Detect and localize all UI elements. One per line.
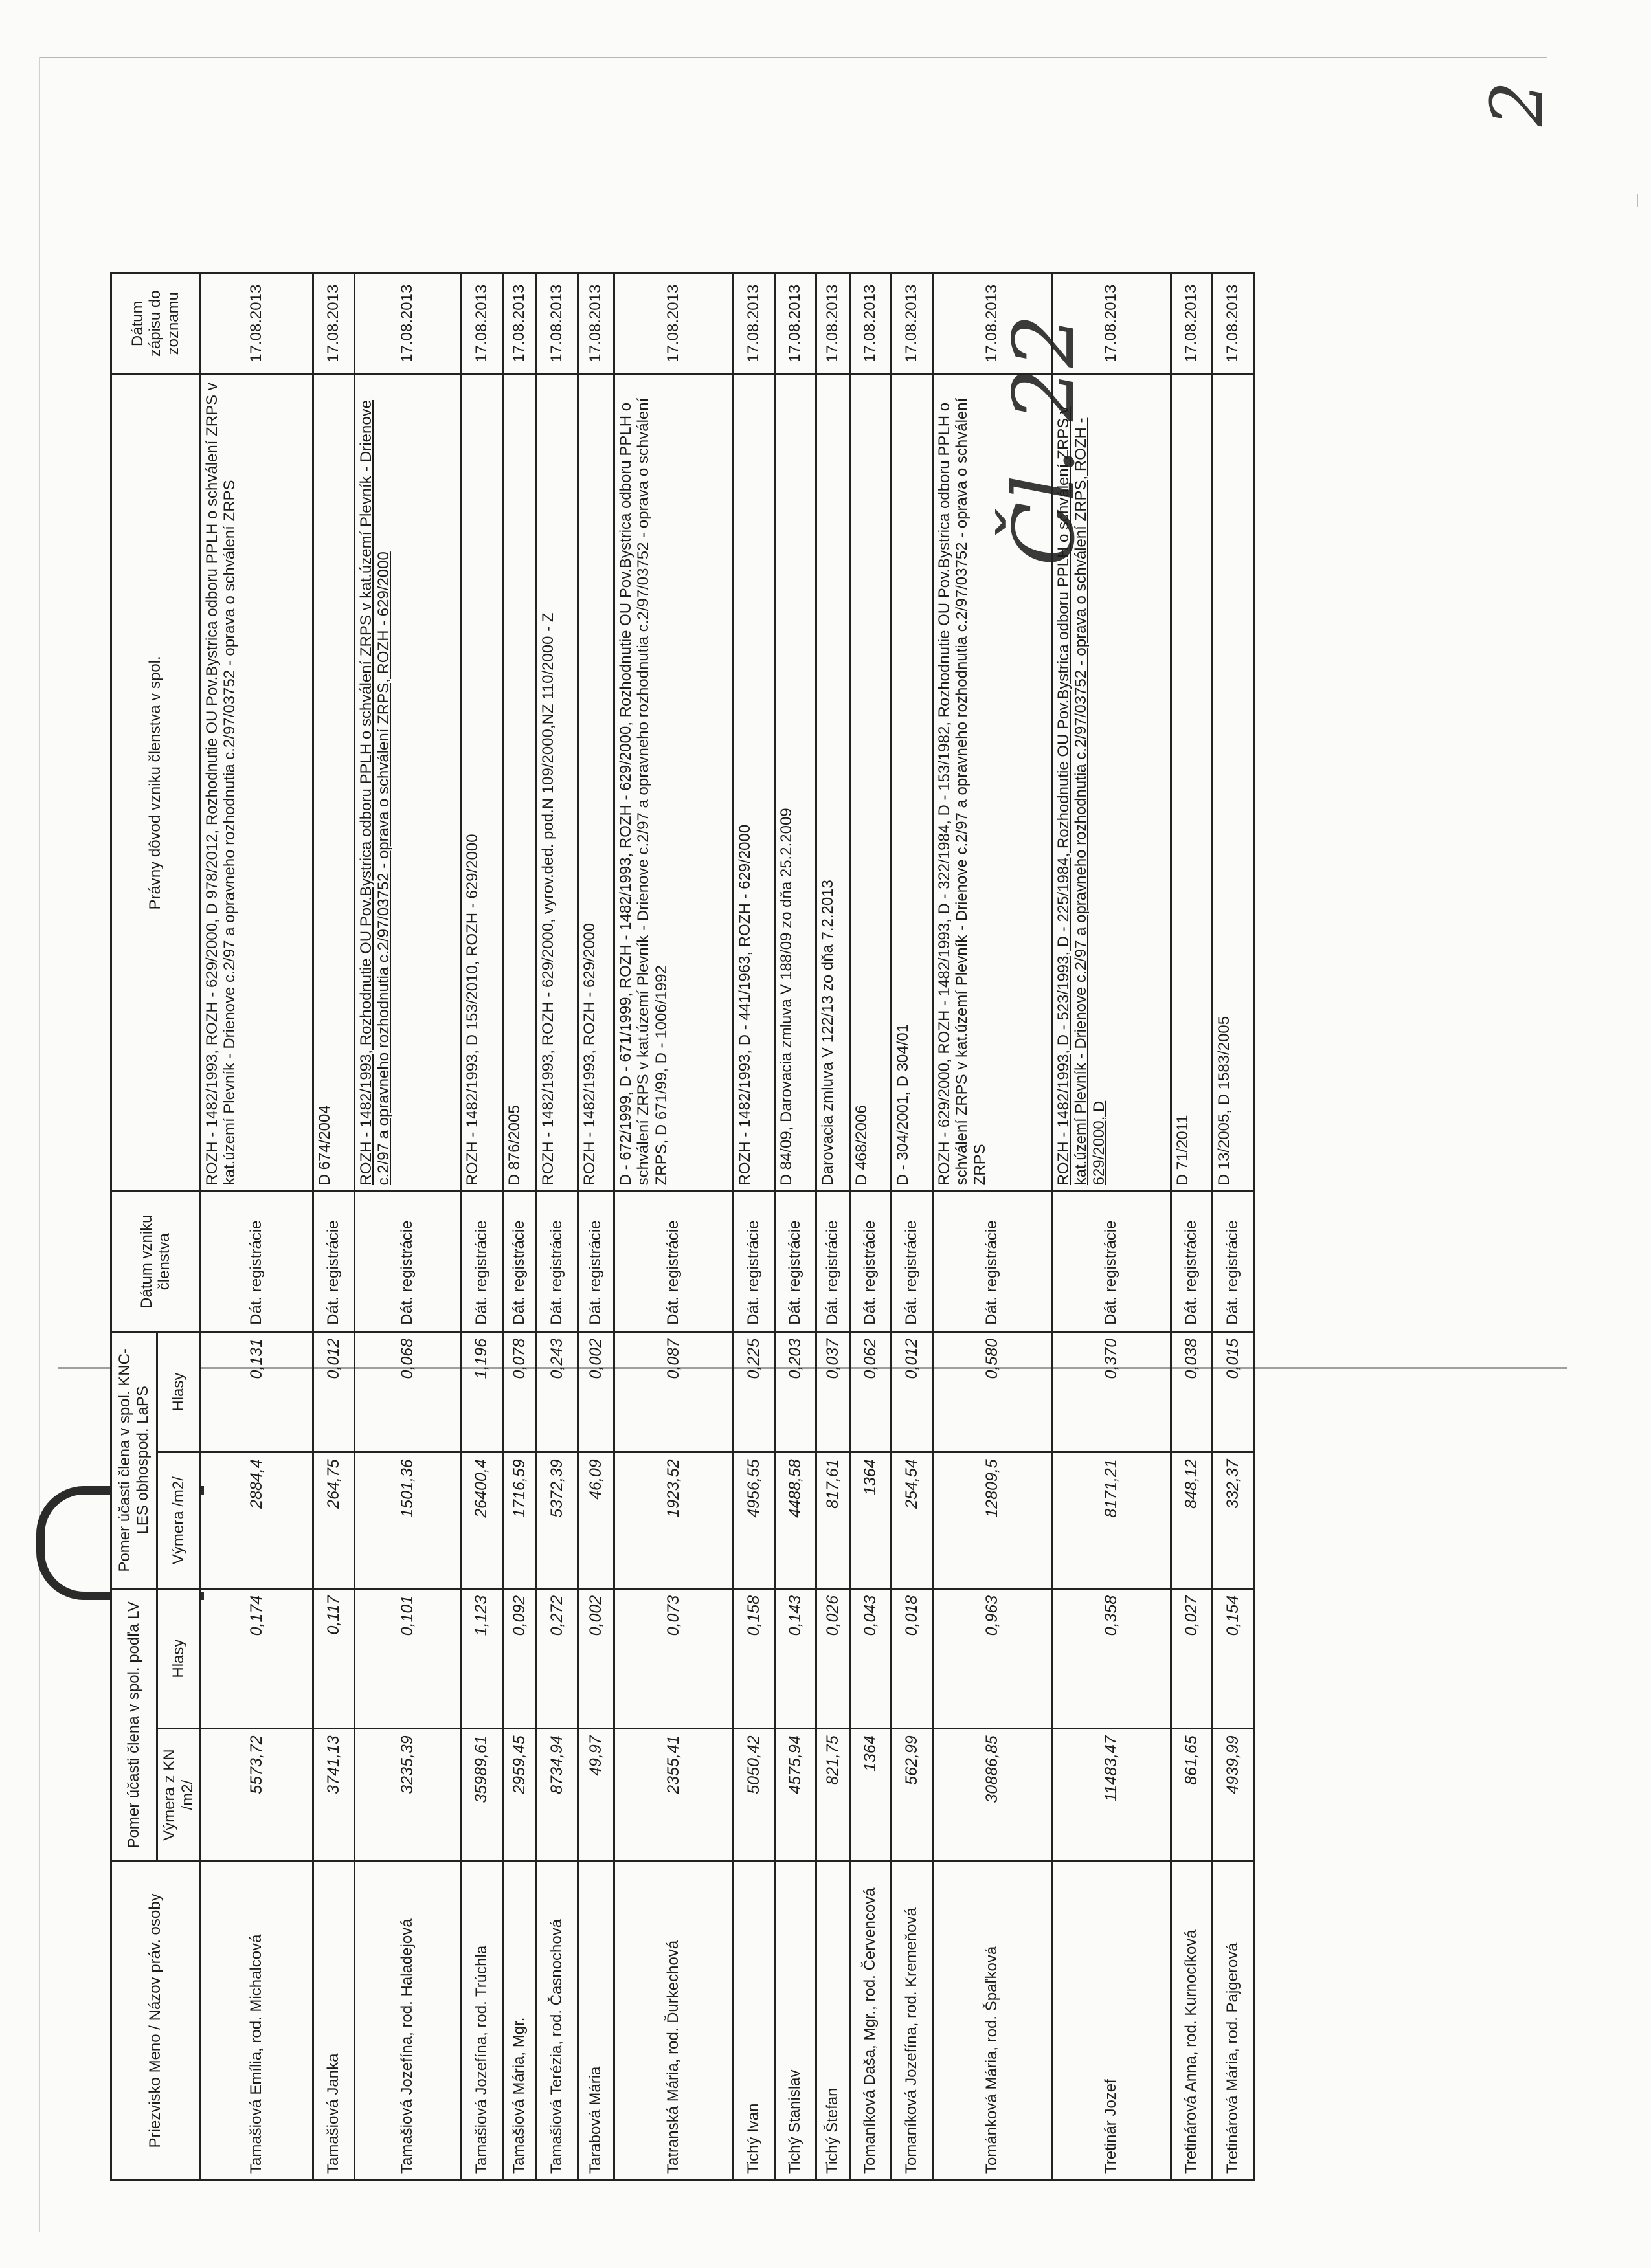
entry-date: 17.08.2013 [460, 273, 502, 374]
handwritten-page-number: 2 [1476, 81, 1558, 126]
area-knc: 254,54 [891, 1452, 932, 1588]
votes-lv: 0,043 [849, 1588, 891, 1729]
membership-start: Dát. registrácie [1171, 1192, 1212, 1332]
member-name: Tamašiová Janka [313, 1861, 354, 2180]
entry-date: 17.08.2013 [536, 273, 578, 374]
member-name: Tretinárová Mária, rod. Pajgerová [1212, 1861, 1253, 2180]
votes-lv: 0,158 [733, 1588, 774, 1729]
membership-start: Dát. registrácie [354, 1192, 460, 1332]
membership-start: Dát. registrácie [816, 1192, 849, 1332]
area-knc: 8171,21 [1051, 1452, 1171, 1588]
votes-lv: 0,073 [614, 1588, 733, 1729]
votes-knc: 0,087 [614, 1331, 733, 1452]
area-lv: 5573,72 [200, 1729, 313, 1861]
legal-basis: ROZH - 1482/1993, D - 523/1993, D - 225/1984, Rozhodnutie OU Pov.Bystrica odboru PPLH o schválení ZRPS v kat.území Plevník - Drienove c.2/97 a opravneho rozhodnutia c.2/97/03752 - oprava o schválení ZRPS, ROZH - 629/2000, D [1051, 374, 1171, 1192]
legal-basis: ROZH - 629/2000, ROZH - 1482/1993, D - 322/1984, D - 153/1982, Rozhodnutie OU Pov.Bystrica odboru PPLH o schválení ZRPS v kat.území Plevník - Drienove c.2/97 a opravneho rozhodnutia c.2/97/03752 - oprava o schválení ZRPS [932, 374, 1051, 1192]
entry-date: 17.08.2013 [502, 273, 536, 374]
votes-lv: 0,101 [354, 1588, 460, 1729]
membership-start: Dát. registrácie [614, 1192, 733, 1332]
votes-lv: 0,117 [313, 1588, 354, 1729]
votes-knc: 0,062 [849, 1331, 891, 1452]
member-name: Tamašiová Jozefína, rod. Trúchla [460, 1861, 502, 2180]
legal-basis: ROZH - 1482/1993, Rozhodnutie OU Pov.Bystrica odboru PPLH o schválení ZRPS v kat.území Plevník - Drienove c.2/97 a opravneho rozhodnutia c.2/97/03752 - oprava o schválení ZRPS, ROZH - 629/2000 [354, 374, 460, 1192]
area-lv: 3235,39 [354, 1729, 460, 1861]
table-row [932, 273, 1051, 2181]
votes-lv: 0,174 [200, 1588, 313, 1729]
area-knc: 5372,39 [536, 1452, 578, 1588]
area-knc: 332,37 [1212, 1452, 1253, 1588]
entry-date: 17.08.2013 [354, 273, 460, 374]
area-lv: 35989,61 [460, 1729, 502, 1861]
membership-start: Dát. registrácie [460, 1192, 502, 1332]
entry-date: 17.08.2013 [200, 273, 313, 374]
legal-basis: D 468/2006 [849, 374, 891, 1192]
votes-knc: 0,225 [733, 1331, 774, 1452]
table-row [733, 273, 774, 2181]
area-knc: 1501,36 [354, 1452, 460, 1588]
area-knc: 2884,4 [200, 1452, 313, 1588]
membership-start: Dát. registrácie [1212, 1192, 1253, 1332]
membership-start: Dát. registrácie [200, 1192, 313, 1332]
member-name: Tománková Mária, rod. Špaľková [932, 1861, 1051, 2180]
votes-lv: 0,018 [891, 1588, 932, 1729]
area-lv: 30886,85 [932, 1729, 1051, 1861]
area-knc: 12809,5 [932, 1452, 1051, 1588]
header-row [111, 273, 157, 2181]
votes-lv: 0,143 [774, 1588, 816, 1729]
header-votes-lv: Hlasy [157, 1588, 201, 1729]
member-name: Tichý Ivan [733, 1861, 774, 2180]
header-area-knc: Výmera /m2/ [157, 1452, 201, 1588]
member-name: Tamašiová Terézia, rod. Časnochová [536, 1861, 578, 2180]
legal-basis: D 674/2004 [313, 374, 354, 1192]
votes-lv: 0,002 [578, 1588, 614, 1729]
entry-date: 17.08.2013 [849, 273, 891, 374]
header-date-start: Dátum vzniku členstva [111, 1192, 201, 1332]
votes-knc: 0,038 [1171, 1331, 1212, 1452]
area-lv: 562,99 [891, 1729, 932, 1861]
member-name: Tamašiová Jozefína, rod. Haladejová [354, 1861, 460, 2180]
entry-date: 17.08.2013 [932, 273, 1051, 374]
member-name: Tamašiová Mária, Mgr. [502, 1861, 536, 2180]
table-row [1212, 273, 1253, 2181]
legal-basis: ROZH - 1482/1993, D 153/2010, ROZH - 629/2000 [460, 374, 502, 1192]
legal-basis: D - 304/2001, D 304/01 [891, 374, 932, 1192]
table-row [200, 273, 313, 2181]
entry-date: 17.08.2013 [891, 273, 932, 374]
legal-basis: ROZH - 1482/1993, ROZH - 629/2000 [578, 374, 614, 1192]
votes-knc: 0,015 [1212, 1331, 1253, 1452]
legal-basis: D 13/2005, D 1583/2005 [1212, 374, 1253, 1192]
member-name: Tichý Stanislav [774, 1861, 816, 2180]
area-lv: 4575,94 [774, 1729, 816, 1861]
membership-start: Dát. registrácie [502, 1192, 536, 1332]
area-knc: 848,12 [1171, 1452, 1212, 1588]
area-lv: 821,75 [816, 1729, 849, 1861]
votes-lv: 0,027 [1171, 1588, 1212, 1729]
table-row [614, 273, 733, 2181]
votes-knc: 0,012 [891, 1331, 932, 1452]
header-votes-knc: Hlasy [157, 1331, 201, 1452]
area-knc: 1716,59 [502, 1452, 536, 1588]
scan-mark [1637, 194, 1638, 207]
header-share-knc: Pomer účasti člena v spol. KNC-LES obhospod. LaPS [111, 1331, 157, 1588]
legal-basis: Darovacia zmluva V 122/13 zo dňa 7.2.2013 [816, 374, 849, 1192]
handwritten-document-mark: Čl. 22 [994, 314, 1094, 566]
table-row [536, 273, 578, 2181]
legal-basis: ROZH - 1482/1993, ROZH - 629/2000, vyrov.ded. pod.N 109/2000,NZ 110/2000 - Z [536, 374, 578, 1192]
entry-date: 17.08.2013 [733, 273, 774, 374]
entry-date: 17.08.2013 [1212, 273, 1253, 374]
membership-start: Dát. registrácie [313, 1192, 354, 1332]
scan-top-edge [39, 57, 1547, 58]
area-lv: 4939,99 [1212, 1729, 1253, 1861]
table-row [460, 273, 502, 2181]
legal-basis: D 71/2011 [1171, 374, 1212, 1192]
table-row [849, 273, 891, 2181]
votes-lv: 1,123 [460, 1588, 502, 1729]
header-name: Priezvisko Meno / Názov práv. osoby [111, 1861, 201, 2180]
entry-date: 17.08.2013 [313, 273, 354, 374]
table-body [200, 273, 1253, 2181]
area-lv: 1364 [849, 1729, 891, 1861]
membership-start: Dát. registrácie [891, 1192, 932, 1332]
votes-lv: 0,026 [816, 1588, 849, 1729]
table-row [502, 273, 536, 2181]
membership-start: Dát. registrácie [774, 1192, 816, 1332]
rotated-member-table [110, 272, 1547, 2181]
membership-start: Dát. registrácie [1051, 1192, 1171, 1332]
table-row [313, 273, 354, 2181]
votes-lv: 0,963 [932, 1588, 1051, 1729]
votes-lv: 0,358 [1051, 1588, 1171, 1729]
votes-knc: 0,012 [313, 1331, 354, 1452]
area-knc: 26400,4 [460, 1452, 502, 1588]
votes-knc: 0,580 [932, 1331, 1051, 1452]
area-lv: 8734,94 [536, 1729, 578, 1861]
table-row [774, 273, 816, 2181]
membership-start: Dát. registrácie [578, 1192, 614, 1332]
votes-knc: 0,002 [578, 1331, 614, 1452]
membership-start: Dát. registrácie [536, 1192, 578, 1332]
scan-left-edge [39, 57, 40, 2232]
votes-knc: 0,370 [1051, 1331, 1171, 1452]
entry-date: 17.08.2013 [774, 273, 816, 374]
table-row [1051, 273, 1171, 2181]
member-name: Tarabová Mária [578, 1861, 614, 2180]
area-lv: 5050,42 [733, 1729, 774, 1861]
legal-basis: D - 672/1999, D - 671/1999, ROZH - 1482/1993, ROZH - 629/2000, Rozhodnutie OU Pov.Bystrica odboru PPLH o schválení ZRPS v kat.území Plevník - Drienove c.2/97 a opravneho rozhodnutia c.2/97/03752 - oprava o schválení ZRPS, D 671/99, D - 1006/1992 [614, 374, 733, 1192]
table-row [1171, 273, 1212, 2181]
votes-knc: 0,243 [536, 1331, 578, 1452]
votes-knc: 0,037 [816, 1331, 849, 1452]
header-legal-basis: Právny dôvod vzniku členstva v spol. [111, 374, 201, 1192]
member-name: Tretinár Jozef [1051, 1861, 1171, 2180]
area-lv: 2959,45 [502, 1729, 536, 1861]
member-name: Tretinárová Anna, rod. Kurnocíková [1171, 1861, 1212, 2180]
area-lv: 49,97 [578, 1729, 614, 1861]
header-date-entry: Dátum zápisu do zoznamu [111, 273, 201, 374]
membership-start: Dát. registrácie [733, 1192, 774, 1332]
table-row [816, 273, 849, 2181]
area-knc: 4956,55 [733, 1452, 774, 1588]
entry-date: 17.08.2013 [1051, 273, 1171, 374]
table-row [354, 273, 460, 2181]
table-row [891, 273, 932, 2181]
area-knc: 817,61 [816, 1452, 849, 1588]
votes-knc: 1,196 [460, 1331, 502, 1452]
member-name: Tamašiová Emília, rod. Michalcová [200, 1861, 313, 2180]
member-table [110, 272, 1255, 2181]
legal-basis: D 84/09, Darovacia zmluva V 188/09 zo dňa 25.2.2009 [774, 374, 816, 1192]
entry-date: 17.08.2013 [816, 273, 849, 374]
votes-lv: 0,092 [502, 1588, 536, 1729]
entry-date: 17.08.2013 [578, 273, 614, 374]
votes-knc: 0,078 [502, 1331, 536, 1452]
votes-knc: 0,068 [354, 1331, 460, 1452]
legal-basis: ROZH - 1482/1993, D - 441/1963, ROZH - 629/2000 [733, 374, 774, 1192]
header-area-kn: Výmera z KN /m2/ [157, 1729, 201, 1861]
entry-date: 17.08.2013 [614, 273, 733, 374]
area-knc: 1364 [849, 1452, 891, 1588]
area-knc: 4488,58 [774, 1452, 816, 1588]
table-row [578, 273, 614, 2181]
entry-date: 17.08.2013 [1171, 273, 1212, 374]
area-knc: 264,75 [313, 1452, 354, 1588]
membership-start: Dát. registrácie [849, 1192, 891, 1332]
votes-lv: 0,154 [1212, 1588, 1253, 1729]
area-lv: 3741,13 [313, 1729, 354, 1861]
member-name: Tatranská Mária, rod. Ďurkechová [614, 1861, 733, 2180]
legal-basis: D 876/2005 [502, 374, 536, 1192]
area-knc: 1923,52 [614, 1452, 733, 1588]
area-lv: 2355,41 [614, 1729, 733, 1861]
member-name: Tomaníková Daša, Mgr., rod. Červencová [849, 1861, 891, 2180]
area-lv: 11483,47 [1051, 1729, 1171, 1861]
member-name: Tichý Štefan [816, 1861, 849, 2180]
votes-knc: 0,203 [774, 1331, 816, 1452]
area-knc: 46,09 [578, 1452, 614, 1588]
membership-start: Dát. registrácie [932, 1192, 1051, 1332]
votes-knc: 0,131 [200, 1331, 313, 1452]
area-lv: 861,65 [1171, 1729, 1212, 1861]
legal-basis: ROZH - 1482/1993, ROZH - 629/2000, D 978/2012, Rozhodnutie OU Pov.Bystrica odboru PPLH o schválení ZRPS v kat.území Plevník - Drienove c.2/97 a opravneho rozhodnutia c.2/97/03752 - oprava o schválení ZRPS [200, 374, 313, 1192]
member-name: Tomaníková Jozefína, rod. Kremeňová [891, 1861, 932, 2180]
votes-lv: 0,272 [536, 1588, 578, 1729]
header-share-lv: Pomer účasti člena v spol. podľa LV [111, 1588, 157, 1861]
